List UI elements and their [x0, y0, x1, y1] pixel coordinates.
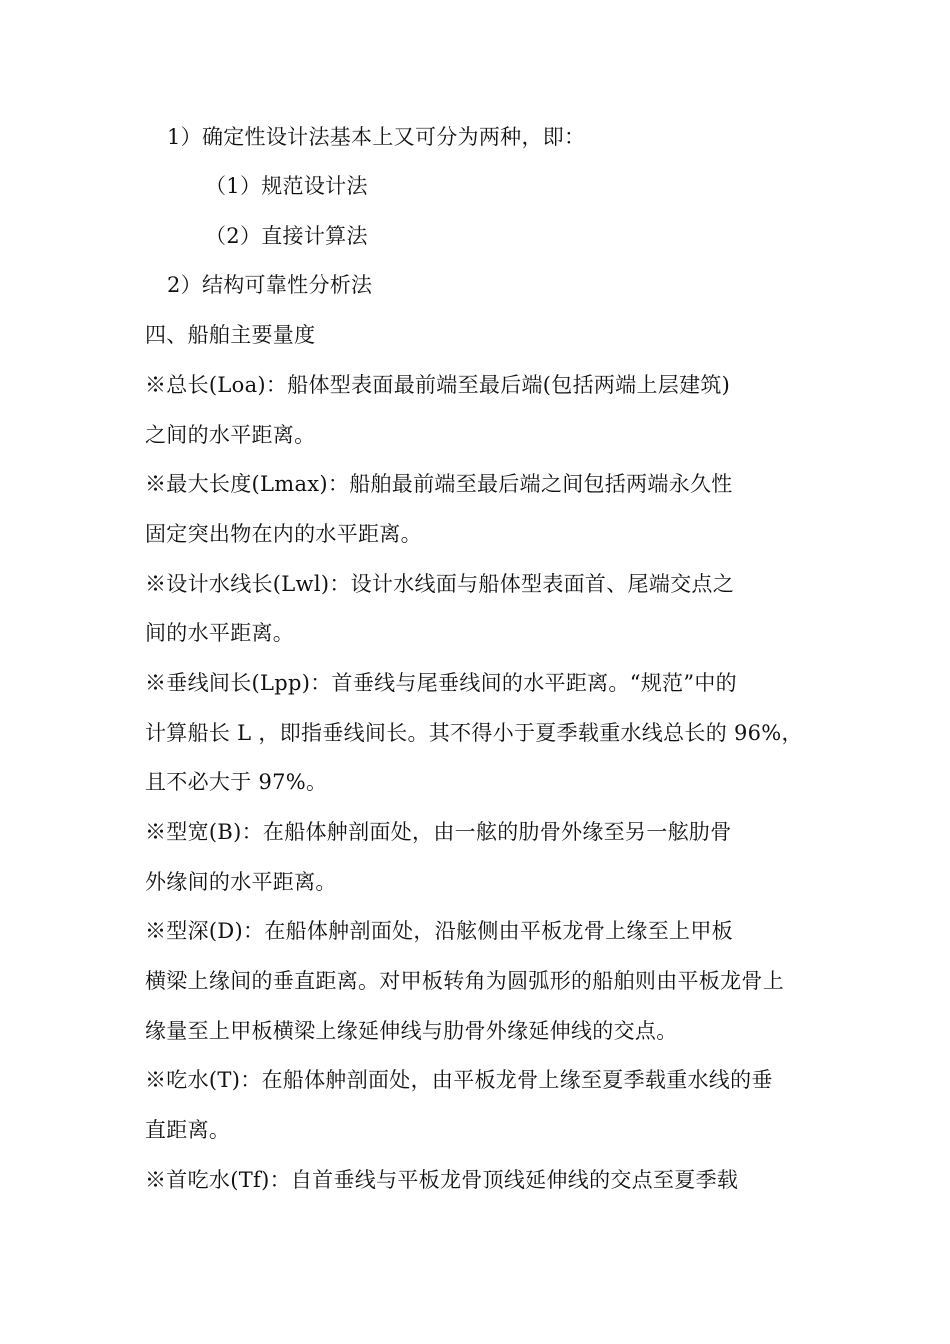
paragraph-line: ※型深(D)：在船体舯剖面处，沿舷侧由平板龙骨上缘至上甲板	[145, 919, 733, 943]
paragraph-line: 横梁上缘间的垂直距离。对甲板转角为圆弧形的船舶则由平板龙骨上	[145, 969, 784, 993]
paragraph-line: 直距离。	[145, 1118, 231, 1142]
paragraph-line: ※设计水线长(Lwl)：设计水线面与船体型表面首、尾端交点之	[145, 572, 735, 596]
sub-item-code-design: （1）规范设计法	[205, 174, 368, 198]
sub-item-direct-calculation: （2）直接计算法	[205, 224, 368, 248]
paragraph-line: 固定突出物在内的水平距离。	[145, 522, 422, 546]
section-heading-main-dimensions: 四、船舶主要量度	[145, 323, 316, 347]
paragraph-line: 之间的水平距离。	[145, 423, 316, 447]
paragraph-line: 间的水平距离。	[145, 621, 295, 645]
paragraph-line: ※型宽(B)：在船体舯剖面处，由一舷的肋骨外缘至另一舷肋骨	[145, 820, 732, 844]
paragraph-line: ※总长(Loa)：船体型表面最前端至最后端(包括两端上层建筑)	[145, 373, 731, 397]
paragraph-line: ※最大长度(Lmax)：船舶最前端至最后端之间包括两端永久性	[145, 472, 733, 496]
list-item-deterministic-design: 1）确定性设计法基本上又可分为两种，即：	[167, 125, 586, 149]
paragraph-line: ※吃水(T)：在船体舯剖面处，由平板龙骨上缘至夏季载重水线的垂	[145, 1068, 773, 1092]
paragraph-line: 外缘间的水平距离。	[145, 870, 337, 894]
paragraph-line: 计算船长 L ，即指垂线间长。其不得小于夏季载重水线总长的 96%，	[145, 721, 803, 745]
paragraph-line: 且不必大于 97%。	[145, 770, 328, 794]
paragraph-line: ※垂线间长(Lpp)：首垂线与尾垂线间的水平距离。“规范”中的	[145, 671, 737, 695]
list-item-reliability-analysis: 2）结构可靠性分析法	[167, 273, 373, 297]
paragraph-line: ※首吃水(Tf)：自首垂线与平板龙骨顶线延伸线的交点至夏季载	[145, 1168, 739, 1192]
paragraph-line: 缘量至上甲板横梁上缘延伸线与肋骨外缘延伸线的交点。	[145, 1019, 678, 1043]
